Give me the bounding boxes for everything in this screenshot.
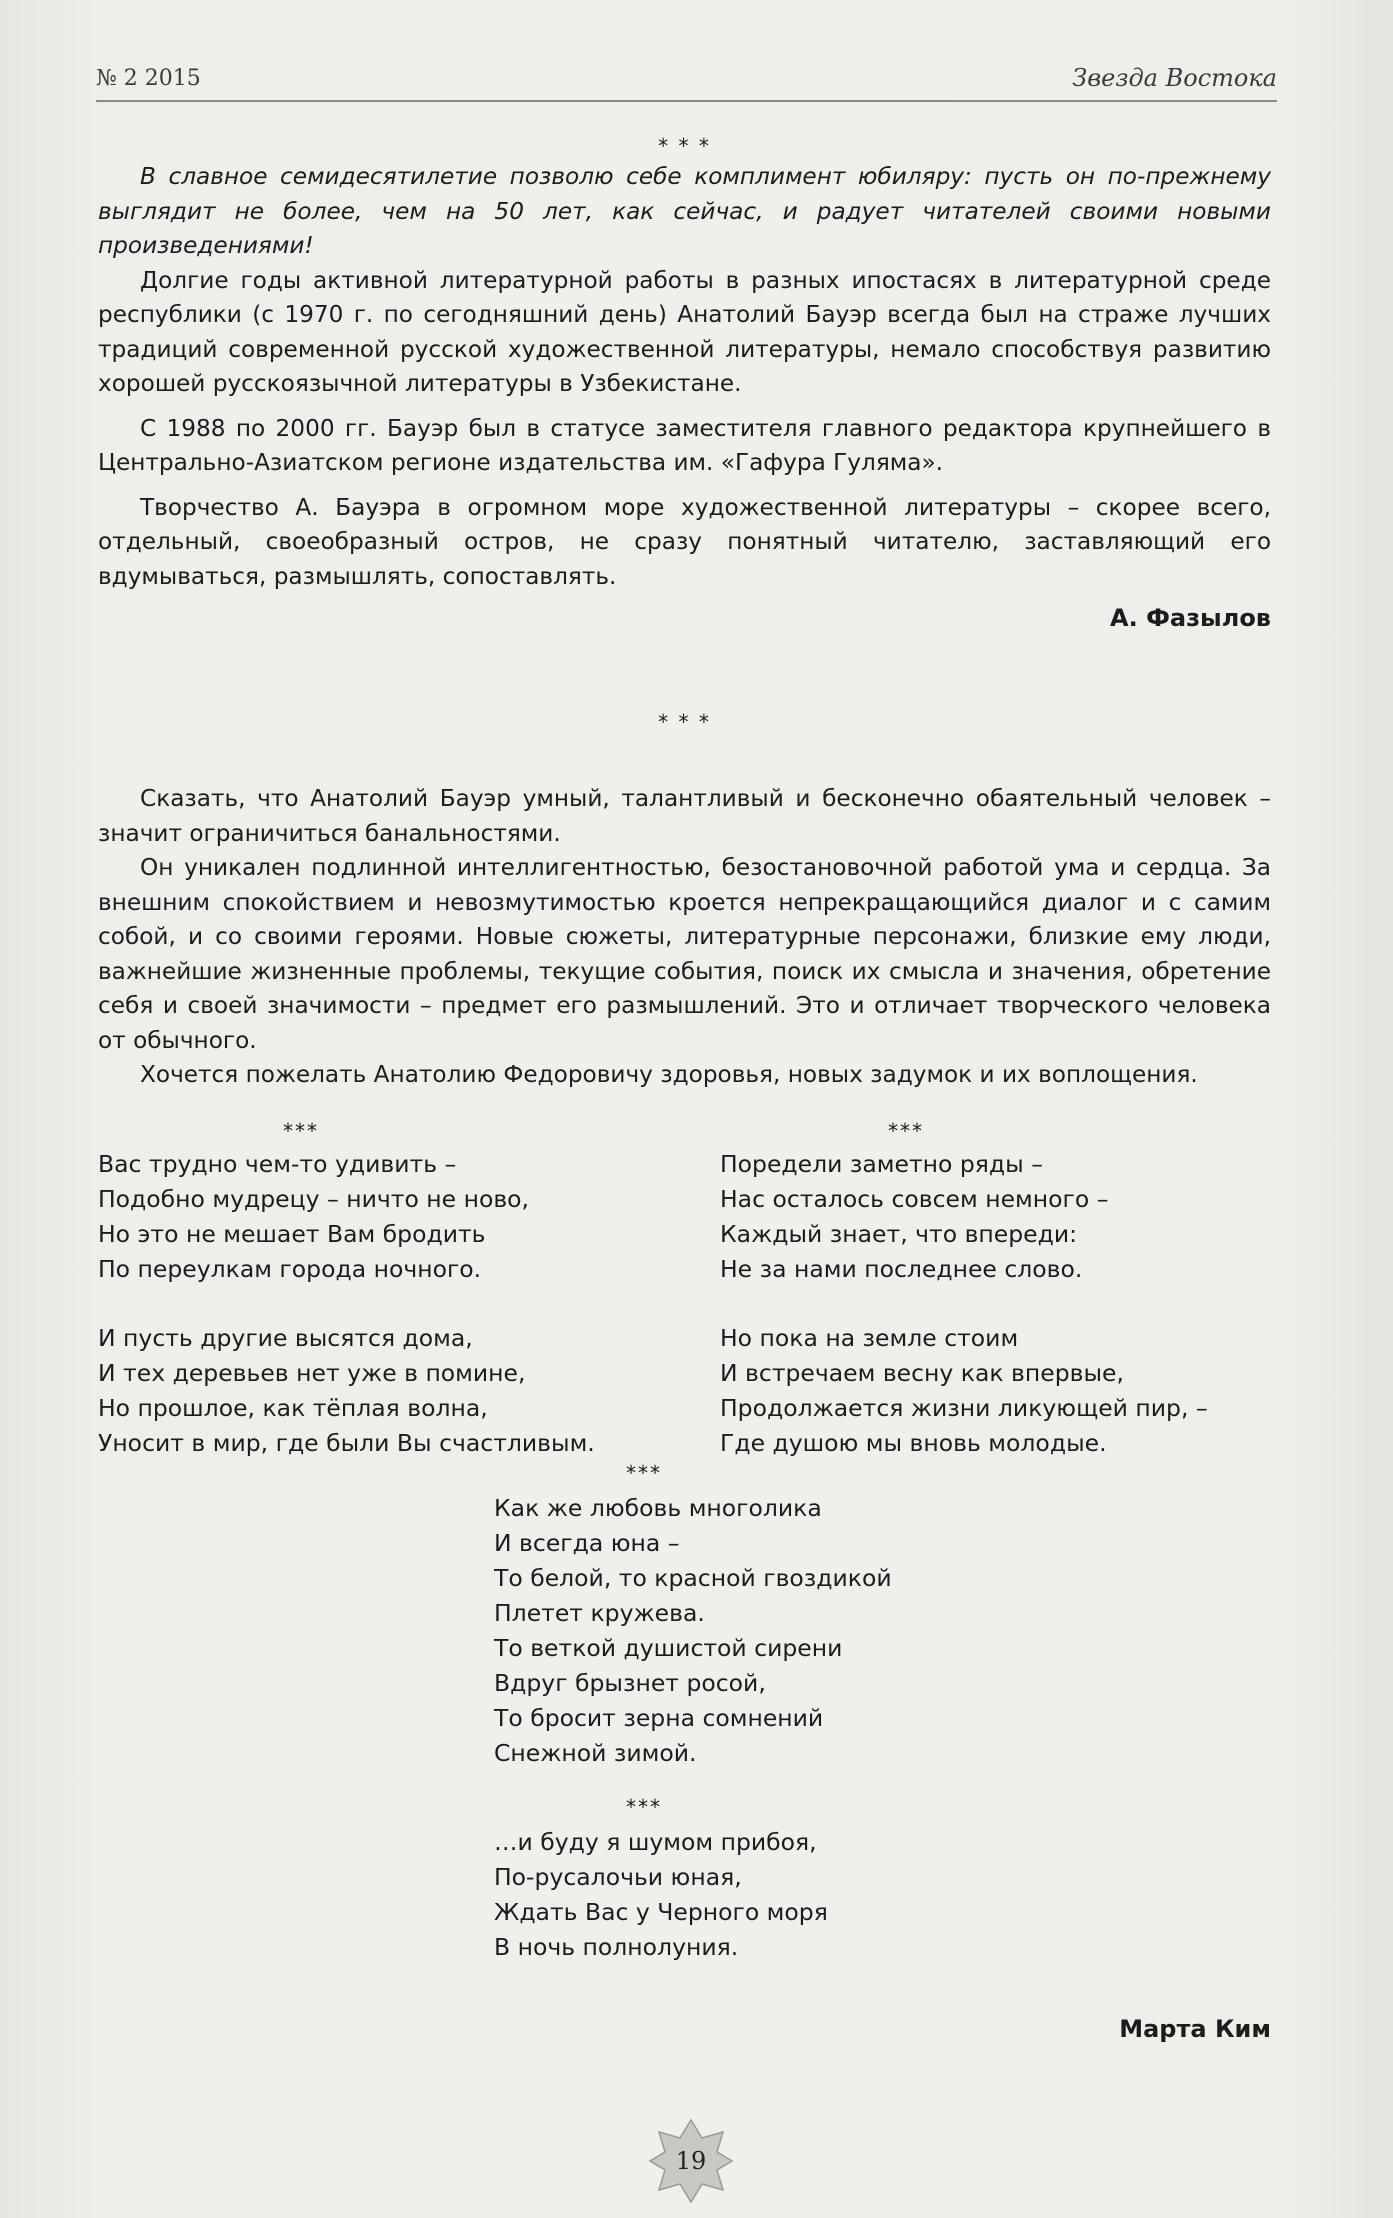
poem-line: Но пока на земле стоим bbox=[720, 1323, 1019, 1352]
poem-line: …и буду я шумом прибоя, bbox=[494, 1827, 817, 1856]
poem-line: И тех деревьев нет уже в помине, bbox=[98, 1358, 526, 1387]
poem-line: И всегда юна – bbox=[494, 1528, 680, 1557]
poem-stanza bbox=[720, 1147, 1280, 1287]
paragraph: Хочется пожелать Анатолию Федоровичу здоровья, новых задумок и их воплощения. bbox=[140, 1061, 1198, 1088]
poem-line: Ждать Вас у Черного моря bbox=[494, 1897, 828, 1926]
dedication-paragraph: В славное семидесятилетие позволю себе комплимент юбиляру: пусть он по-прежнему выглядит не более, чем на 50 лет, как сейчас, и радует читателей своими новыми произведениями! bbox=[98, 163, 1271, 259]
poem-separator: *** bbox=[283, 1118, 319, 1143]
poem-line: Но это не мешает Вам бродить bbox=[98, 1219, 486, 1248]
poems-two-columns bbox=[98, 1117, 1271, 1457]
section-separator: * * * bbox=[658, 710, 711, 734]
poem-line: По-русалочьи юная, bbox=[494, 1862, 742, 1891]
poem-line: Где душою мы вновь молодые. bbox=[720, 1428, 1107, 1457]
poem-stanza bbox=[98, 1321, 658, 1461]
poem-line: Продолжается жизни ликующей пир, – bbox=[720, 1393, 1208, 1422]
poem-line: Не за нами последнее слово. bbox=[720, 1254, 1083, 1283]
journal-title: Звезда Востока bbox=[1072, 64, 1277, 92]
poem-line: То белой, то красной гвоздикой bbox=[494, 1563, 892, 1592]
poem-line: И встречаем весну как впервые, bbox=[720, 1358, 1124, 1387]
poem-line: Подобно мудрецу – ничто не ново, bbox=[98, 1184, 530, 1213]
poem-left bbox=[98, 1117, 658, 1461]
poem-separator: *** bbox=[626, 1794, 662, 1819]
poem-separator: *** bbox=[626, 1460, 662, 1485]
poem-stanza bbox=[720, 1321, 1280, 1461]
section-separator: * * * bbox=[658, 134, 711, 158]
poem-line: По переулкам города ночного. bbox=[98, 1254, 482, 1283]
poem-line: В ночь полнолуния. bbox=[494, 1932, 739, 1961]
poem-line: То веткой душистой сирени bbox=[494, 1633, 843, 1662]
poem-line: Нас осталось совсем немного – bbox=[720, 1184, 1109, 1213]
paragraph: С 1988 по 2000 гг. Бауэр был в статусе заместителя главного редактора крупнейшего в Центрально-Азиатском регионе издательства им. «Гафура Гуляма». bbox=[98, 414, 1271, 476]
poem-line: Как же любовь многолика bbox=[494, 1493, 822, 1522]
page-header bbox=[96, 62, 1277, 96]
paragraph: Он уникален подлинной интеллигентностью, безостановочной работой ума и сердца. За внешним спокойствием и невозмутимостью кроется непрекращающийся диалог и с самим собой, и со своими героями. Новые сюжеты, литературные персонажи, близкие ему люди, важнейшие жизненные проблемы, текущие события, поиск их смысла и значения, обретение себя и своей значимости – предмет его размышлений. Это и отличает творческого человека от обычного. bbox=[98, 854, 1271, 1054]
poem-line: Уносит в мир, где были Вы счастливым. bbox=[98, 1428, 595, 1457]
poem-line: Плетет кружева. bbox=[494, 1598, 705, 1627]
poem-line: Вдруг брызнет росой, bbox=[494, 1668, 766, 1697]
poem-stanza bbox=[494, 1825, 1271, 1965]
poem-separator: *** bbox=[888, 1118, 924, 1143]
author-signature: А. Фазылов bbox=[1110, 604, 1271, 632]
poem-line: Поредели заметно ряды – bbox=[720, 1149, 1043, 1178]
page-number: 19 bbox=[675, 2147, 707, 2175]
paragraph: Творчество А. Бауэра в огромном море художественной литературы – скорее всего, отдельный, своеобразный остров, не сразу понятный читателю, заставляющий его вдумываться, размышлять, сопоставлять. bbox=[98, 493, 1271, 590]
issue-number: № 2 2015 bbox=[96, 66, 201, 91]
poem-stanza bbox=[494, 1491, 1271, 1771]
poem-line: То бросит зерна сомнений bbox=[494, 1703, 824, 1732]
poem-line: И пусть другие высятся дома, bbox=[98, 1323, 473, 1352]
paragraph: Долгие годы активной литературной работы в разных ипостасях в литературной среде республики (с 1970 г. по сегодняшний день) Анатолий Бауэр всегда был на страже лучших традиций современной русской художественной литературы, немало способствуя развитию хорошей русскоязычной литературы в Узбекистане. bbox=[98, 266, 1271, 397]
poem-right bbox=[720, 1117, 1280, 1461]
page-number-badge bbox=[648, 2118, 734, 2204]
poem-line: Вас трудно чем-то удивить – bbox=[98, 1149, 457, 1178]
author-signature: Марта Ким bbox=[1119, 2014, 1271, 2043]
poem-center bbox=[494, 1459, 1271, 1965]
poem-line: Каждый знает, что впереди: bbox=[720, 1219, 1078, 1248]
poem-line: Но прошлое, как тёплая волна, bbox=[98, 1393, 488, 1422]
article-body bbox=[98, 132, 1271, 2047]
poem-stanza bbox=[98, 1147, 658, 1287]
poem-line: Снежной зимой. bbox=[494, 1738, 697, 1767]
header-divider bbox=[96, 100, 1277, 102]
paragraph: Сказать, что Анатолий Бауэр умный, талантливый и бесконечно обаятельный человек – значит ограничиться банальностями. bbox=[98, 785, 1271, 847]
